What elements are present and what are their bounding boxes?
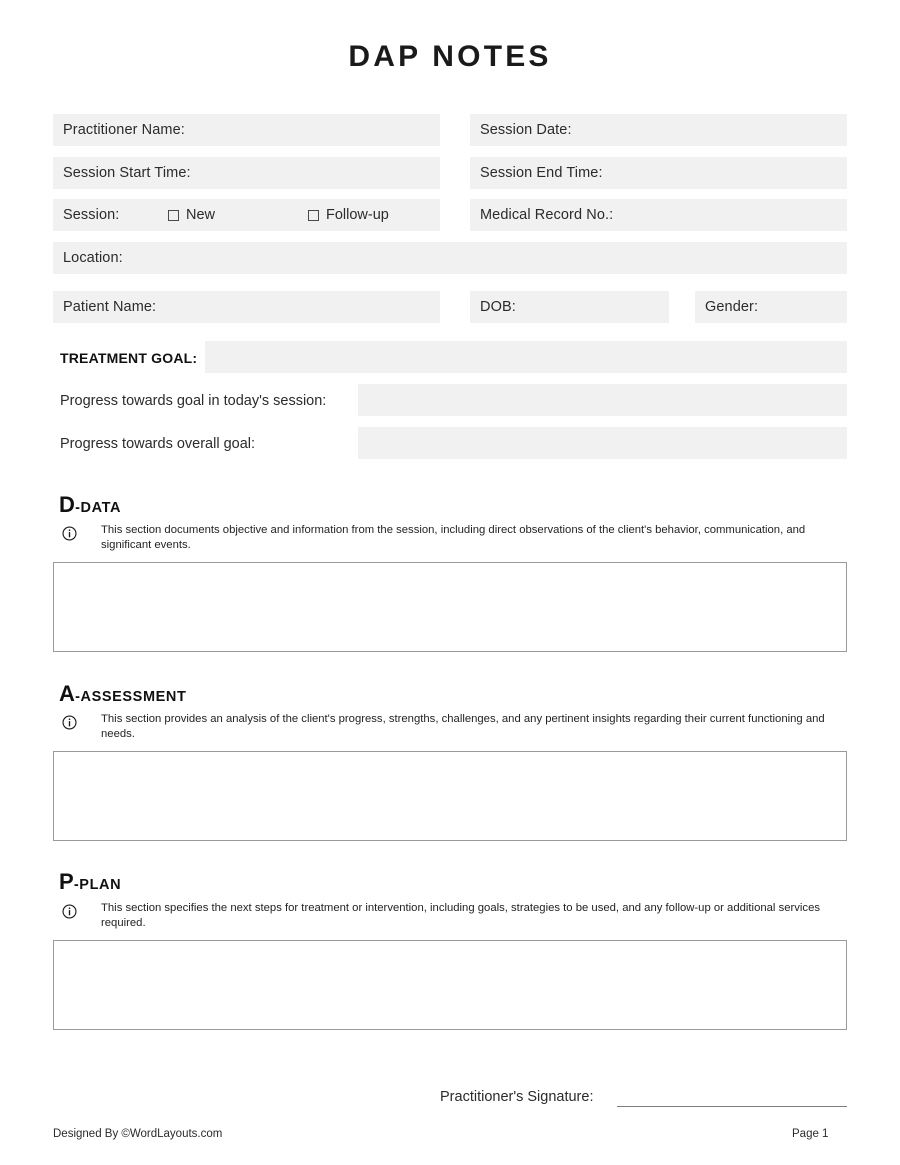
checkbox-session-followup[interactable] xyxy=(308,207,389,223)
field-patient-name[interactable] xyxy=(53,291,440,323)
section-letter: A xyxy=(59,681,76,706)
answer-box-plan[interactable] xyxy=(53,940,847,1030)
field-label: Medical Record No.: xyxy=(480,207,614,223)
field-progress-overall-input[interactable] xyxy=(358,427,847,459)
section-heading-assessment xyxy=(59,681,186,707)
designed-by-credit: Designed By ©WordLayouts.com xyxy=(53,1128,223,1140)
section-note-data xyxy=(62,523,852,553)
field-session-date[interactable] xyxy=(470,114,847,146)
field-practitioner-name[interactable] xyxy=(53,114,440,146)
section-name: -PLAN xyxy=(73,877,122,893)
section-name: -DATA xyxy=(75,500,122,516)
checkbox-box-icon xyxy=(308,210,319,221)
signature-line[interactable] xyxy=(617,1106,847,1107)
field-label: DOB: xyxy=(480,299,516,315)
field-session-start-time[interactable] xyxy=(53,157,440,189)
section-heading-plan xyxy=(59,869,121,895)
answer-box-data[interactable] xyxy=(53,562,847,652)
checkbox-session-new[interactable] xyxy=(168,207,215,223)
field-dob[interactable] xyxy=(470,291,669,323)
progress-overall-label: Progress towards overall goal: xyxy=(60,436,256,452)
answer-box-assessment[interactable] xyxy=(53,751,847,841)
page-number: Page 1 xyxy=(792,1128,829,1140)
page-title: DAP NOTES xyxy=(348,40,552,73)
field-label: Gender: xyxy=(705,299,759,315)
section-description: This section specifies the next steps for treatment or intervention, including goals, strategies to be used, and any follow-up or additional services required. xyxy=(101,902,820,929)
section-letter: P xyxy=(59,869,74,894)
field-label: Session End Time: xyxy=(480,165,603,181)
info-icon xyxy=(62,715,77,730)
field-progress-today-input[interactable] xyxy=(358,384,847,416)
info-icon xyxy=(62,904,77,919)
field-session-type[interactable] xyxy=(53,199,440,231)
section-letter: D xyxy=(59,492,76,517)
signature-label: Practitioner's Signature: xyxy=(440,1089,594,1105)
field-label: Session Date: xyxy=(480,122,572,138)
field-label: Session: xyxy=(63,207,120,223)
field-gender[interactable] xyxy=(695,291,847,323)
field-label: Practitioner Name: xyxy=(63,122,185,138)
field-session-end-time[interactable] xyxy=(470,157,847,189)
section-name: -ASSESSMENT xyxy=(75,689,187,705)
section-heading-data xyxy=(59,492,121,518)
field-medical-record-no[interactable] xyxy=(470,199,847,231)
field-label: Patient Name: xyxy=(63,299,157,315)
checkbox-box-icon xyxy=(168,210,179,221)
info-icon xyxy=(62,526,77,541)
field-label: Location: xyxy=(63,250,123,266)
section-note-assessment xyxy=(62,712,852,742)
field-location[interactable] xyxy=(53,242,847,274)
field-label: Session Start Time: xyxy=(63,165,191,181)
section-description: This section provides an analysis of the client's progress, strengths, challenges, and any pertinent insights regarding their current functioning and needs. xyxy=(101,713,825,740)
treatment-goal-label: TREATMENT GOAL: xyxy=(60,350,198,366)
checkbox-label: New xyxy=(186,207,216,223)
field-treatment-goal-input[interactable] xyxy=(205,341,847,373)
section-note-plan xyxy=(62,901,852,931)
checkbox-label: Follow-up xyxy=(326,207,389,223)
progress-today-label: Progress towards goal in today's session: xyxy=(60,393,327,409)
section-description: This section documents objective and information from the session, including direct observations of the client's behavior, communication, and significant events. xyxy=(101,524,806,551)
